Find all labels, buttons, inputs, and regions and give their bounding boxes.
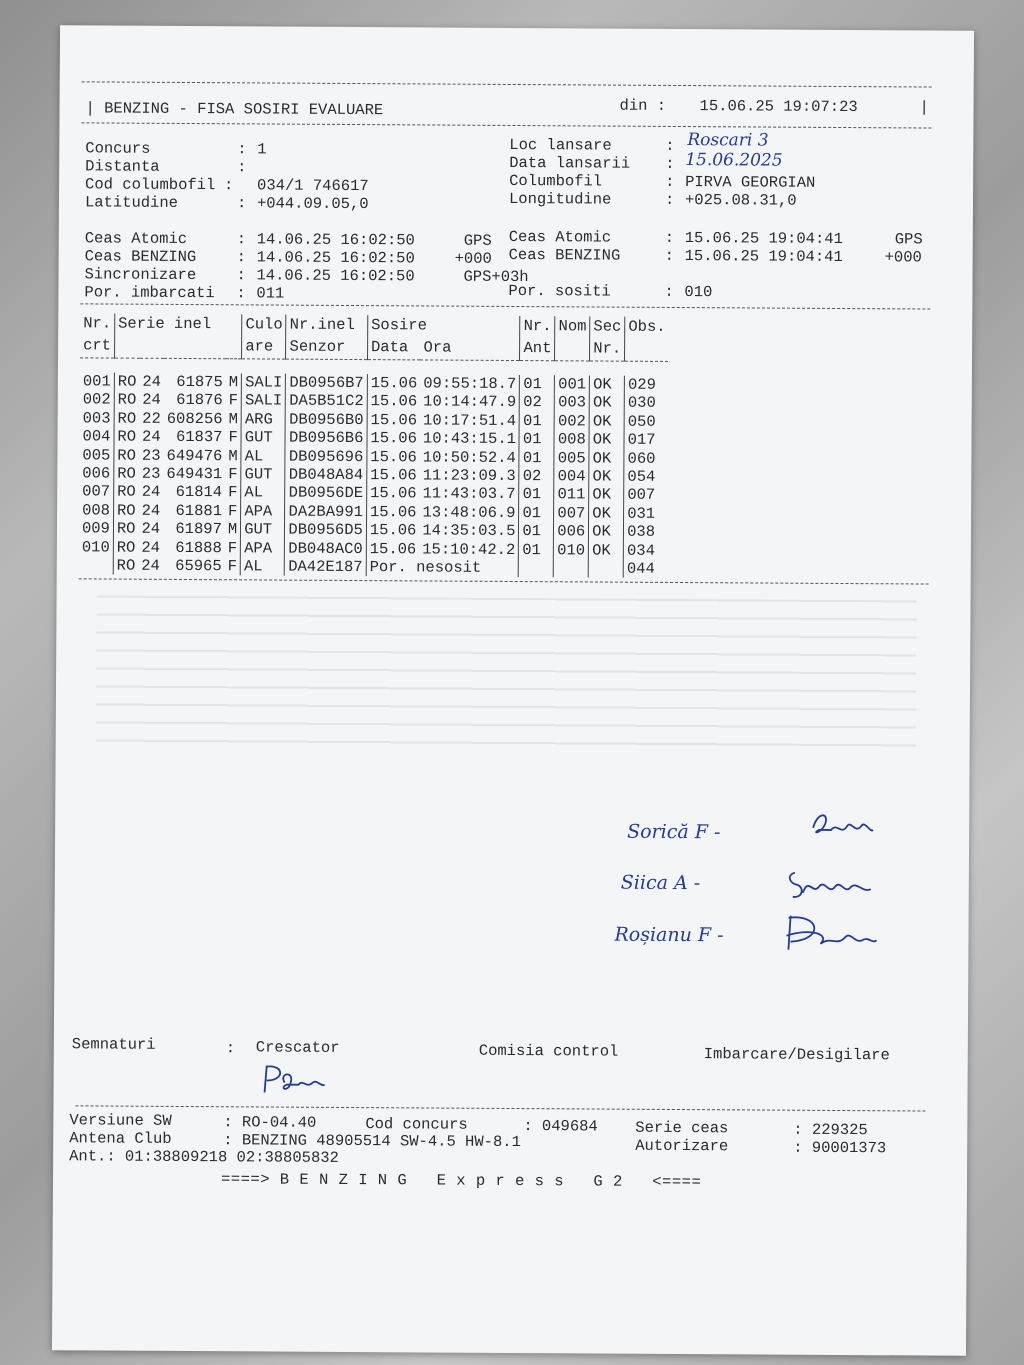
table-cell: 14:35:03.5 (419, 522, 519, 541)
col-header: are (242, 336, 286, 359)
table-cell: OK (589, 431, 624, 450)
serie-ceas-value: : 229325 (793, 1120, 868, 1140)
clock-sep: : (664, 228, 675, 247)
table-cell: 24 (141, 483, 161, 502)
table-cell: F (225, 428, 241, 446)
table-cell: 61876 (176, 391, 223, 410)
table-cell: 10:14:47.9 (420, 393, 520, 412)
info-label: Loc lansare (509, 135, 612, 155)
divider (79, 578, 929, 584)
table-cell: F (225, 465, 241, 483)
table-cell: 009 (79, 519, 114, 538)
table-cell: M (226, 373, 242, 391)
handwritten-note: Siica A - (620, 871, 701, 895)
table-cell: 61814 (175, 483, 223, 502)
clock-extra: +000 (454, 249, 492, 268)
clock-sep: : (236, 284, 246, 303)
versiune-value: : RO-04.40 (223, 1113, 317, 1132)
table-cell: 15.06 (370, 392, 418, 411)
table-cell: DB095696 (285, 447, 367, 466)
table-cell: AL (241, 447, 285, 466)
crescator-signature (259, 1062, 329, 1098)
table-cell: 15.06 (370, 484, 417, 503)
table-cell: F (225, 502, 241, 520)
antena-label: Antena Club (69, 1129, 172, 1148)
report-title: | BENZING - FISA SOSIRI EVALUARE (85, 99, 384, 120)
info-sep: : (665, 172, 675, 191)
table-cell: DB048A84 (285, 466, 367, 485)
table-cell: OK (589, 467, 624, 486)
table-cell: DB0956B6 (285, 429, 367, 448)
table-cell: 006 (79, 464, 114, 483)
info-label: Concurs (85, 139, 151, 158)
versiune-label: Versiune SW (69, 1111, 172, 1130)
clock-label: Ceas BENZING (508, 245, 621, 265)
table-cell: 010 (554, 541, 589, 560)
table-cell: 11:43:03.7 (420, 485, 520, 504)
clock-label: Por. imbarcati (84, 283, 215, 303)
table-cell: 13:48:06.9 (419, 503, 519, 522)
table-cell: GUT (241, 520, 285, 539)
table-cell: ARG (241, 410, 285, 429)
table-cell: 001 (80, 372, 115, 391)
table-cell: SALI (241, 392, 285, 411)
table-cell: 15.06 (370, 410, 418, 430)
table-cell: 004 (554, 467, 589, 486)
clock-value: 011 (256, 284, 285, 303)
table-cell (519, 559, 554, 578)
table-cell: 006 (554, 522, 589, 541)
table-body (79, 358, 669, 578)
table-cell: 61881 (175, 501, 223, 520)
col-header: Nr. (590, 338, 625, 361)
table-cell: RO (117, 482, 136, 502)
crescator-label: Crescator (255, 1038, 340, 1057)
table-cell: DA42E187 (285, 558, 367, 577)
info-value: +044.09.05,0 (256, 194, 369, 214)
table-cell: 10:50:52.4 (420, 448, 520, 467)
clock-extra: GPS+03h (463, 267, 529, 287)
brand-line: ====> B E N Z I N G E x p r e s s G 2 <==== (220, 1170, 702, 1192)
table-cell: 008 (79, 501, 114, 520)
clock-sep: : (664, 282, 674, 301)
table-cell: 15.06 (370, 466, 417, 485)
table-cell: 034 (626, 541, 655, 560)
col-header (114, 336, 241, 359)
info-value: 1 (257, 140, 267, 159)
table-cell: DB048AC0 (285, 539, 367, 558)
table-cell: 15.06 (370, 429, 417, 448)
table-cell: DB0956D5 (285, 521, 367, 540)
table-cell: 007 (627, 486, 656, 505)
table-cell: 01 (520, 375, 555, 394)
table-cell: 24 (141, 538, 161, 557)
info-value: +025.08.31,0 (684, 191, 797, 210)
table-cell: 02 (519, 467, 554, 486)
table-cell: DB0956DE (285, 484, 367, 503)
table-cell: AL (240, 557, 284, 576)
table-cell: RO (116, 538, 136, 557)
table-cell: 01 (519, 430, 554, 449)
signatures-sep: : (225, 1039, 236, 1058)
comisia-label: Comisia control (478, 1041, 619, 1061)
clock-value: 14.06.25 16:02:50 (256, 266, 415, 286)
clock-label: Por. sositi (508, 281, 611, 301)
table-cell: RO (116, 501, 136, 520)
clock-value: 14.06.25 16:02:50 (256, 248, 415, 268)
table-cell: 24 (142, 427, 161, 447)
clock-label: Ceas Atomic (508, 227, 612, 247)
table-cell: 030 (627, 394, 656, 413)
signature-mark (785, 865, 875, 906)
clock-label: Ceas BENZING (84, 247, 197, 267)
col-header: Obs. (628, 317, 666, 336)
table-cell: 24 (141, 556, 160, 575)
table-cell: RO (116, 556, 136, 575)
table-cell: 10:43:15.1 (420, 430, 520, 449)
launch-date-handwritten: 15.06.2025 (685, 150, 783, 171)
autorizare-value: : 90001373 (793, 1138, 887, 1158)
info-label: Columbofil (509, 171, 603, 191)
table-cell: 001 (555, 375, 590, 394)
table-cell: 050 (627, 412, 656, 431)
show-through-text (96, 595, 917, 750)
table-cell: 24 (142, 372, 162, 391)
table-cell: 61837 (175, 428, 223, 447)
table-cell: RO (117, 409, 137, 428)
table-cell: 11:23:09.3 (420, 466, 520, 485)
info-sep: : (224, 176, 234, 195)
info-label: Data lansarii (509, 153, 631, 173)
table-cell: 24 (141, 501, 161, 520)
table-cell: 008 (554, 430, 589, 449)
table-cell: RO (117, 372, 137, 391)
table-cell: OK (590, 375, 625, 394)
table-cell: M (226, 410, 242, 428)
serie-ceas-label: Serie ceas (635, 1118, 729, 1138)
table-cell: OK (589, 541, 624, 560)
table-cell: OK (589, 394, 624, 413)
table-cell: 010 (79, 538, 114, 557)
table-cell: M (225, 520, 241, 538)
antenna-ids: Ant.: 01:38809218 02:38805832 (69, 1147, 339, 1167)
cod-concurs-value: : 049684 (523, 1117, 598, 1136)
info-label: Distanta (85, 157, 160, 176)
table-cell: 017 (627, 430, 656, 450)
clock-sep: : (236, 230, 247, 249)
info-sep: : (665, 154, 675, 173)
table-cell: 007 (554, 504, 589, 523)
table-cell: F (226, 392, 242, 410)
table-cell: 15.06 (370, 447, 417, 466)
clock-label: Ceas Atomic (84, 229, 188, 249)
signature-mark (807, 808, 877, 848)
table-cell: 007 (79, 483, 114, 502)
table-cell: F (225, 539, 241, 557)
table-cell: F (225, 557, 241, 575)
table-cell: RO (116, 519, 136, 538)
header-border: | (919, 98, 929, 117)
table-row (79, 556, 667, 578)
table-cell: 004 (79, 428, 114, 447)
clock-extra: +000 (884, 248, 922, 267)
table-cell: 044 (626, 559, 655, 578)
divider (81, 122, 931, 128)
clock-value: 010 (684, 283, 713, 302)
info-sep: : (664, 190, 675, 209)
col-header: crt (80, 335, 115, 358)
printout-sheet (52, 25, 974, 1356)
info-sep: : (236, 194, 247, 213)
signatures-label: Semnaturi (71, 1035, 156, 1054)
table-cell: 608256 (166, 409, 223, 429)
clock-value: 15.06.25 19:04:41 (684, 247, 843, 267)
table-cell: 031 (627, 504, 656, 523)
clock-extra: GPS (894, 230, 923, 249)
table-cell: 23 (141, 446, 161, 465)
table-cell: 005 (79, 446, 114, 465)
col-header: Serie inel (115, 314, 242, 337)
table-cell: F (225, 484, 241, 502)
table-cell: 24 (142, 391, 161, 410)
col-header: Nom (555, 316, 590, 338)
table-cell: RO (117, 390, 137, 410)
antena-value: : BENZING 48905514 SW-4.5 HW-8.1 (223, 1131, 521, 1152)
clock-value: 14.06.25 16:02:50 (256, 230, 415, 250)
divider (82, 81, 932, 87)
col-header: Senzor (286, 337, 368, 360)
col-header (555, 338, 590, 361)
report-date: 15.06.25 19:07:23 (699, 97, 858, 117)
signature-mark (780, 910, 880, 957)
info-label: Cod columbofil (85, 175, 216, 195)
divider (75, 1105, 925, 1111)
table-cell: 054 (627, 467, 656, 486)
table-cell: 15.06 (369, 521, 417, 540)
col-header: Sec (590, 316, 625, 338)
table-cell: 01 (519, 449, 554, 468)
table-cell: 01 (519, 541, 554, 560)
table-cell: 02 (520, 393, 555, 412)
table-cell: 649476 (166, 446, 223, 465)
table-cell: 61888 (175, 538, 222, 557)
table-cell: 002 (554, 412, 589, 431)
table-cell: 038 (627, 522, 656, 541)
table-cell: DA5B51C2 (286, 392, 368, 411)
table-cell: 65965 (175, 556, 222, 576)
table-cell: OK (589, 412, 624, 431)
clock-label: Sincronizare (84, 265, 197, 285)
divider (80, 303, 930, 309)
autorizare-label: Autorizare (635, 1136, 729, 1156)
table-cell: OK (589, 504, 624, 523)
table-cell: OK (589, 523, 624, 542)
table-cell: DB0956B7 (286, 374, 368, 393)
table-cell: 01 (520, 412, 555, 431)
table-cell: 649431 (166, 464, 223, 484)
handwritten-note: Roșianu F - (614, 923, 724, 947)
table-cell: 15:10:42.2 (419, 540, 519, 559)
table-cell: 15.06 (370, 374, 418, 393)
info-sep: : (665, 136, 675, 155)
info-sep: : (237, 140, 247, 159)
launch-place-handwritten: Roscari 3 (687, 130, 769, 151)
clock-extra: GPS (463, 231, 492, 250)
clock-sep: : (664, 246, 675, 265)
clock-sep: : (236, 248, 247, 267)
table-cell: 23 (141, 464, 161, 483)
table-cell: M (225, 447, 241, 465)
table-cell (79, 556, 114, 575)
table-cell: 003 (80, 409, 115, 428)
table-cell: 61897 (175, 520, 222, 539)
col-header: Culo (242, 314, 286, 336)
table-cell: 15.06 (369, 502, 417, 522)
col-header: Nr. (80, 313, 115, 335)
table-cell: 15.06 (369, 539, 417, 558)
arrivals-table (79, 313, 669, 578)
info-sep: : (237, 158, 247, 177)
table-cell: GUT (241, 429, 285, 448)
table-cell: 10:17:51.4 (420, 411, 520, 430)
table-cell: 003 (555, 394, 590, 413)
table-cell (554, 559, 589, 578)
table-cell: 61875 (176, 372, 223, 392)
table-cell: 22 (142, 409, 161, 428)
table-cell: SALI (242, 373, 286, 392)
table-cell: 01 (519, 485, 554, 504)
table-cell: RO (117, 446, 137, 465)
col-header: Ant (520, 338, 555, 361)
info-value: PIRVA GEORGIAN (685, 173, 816, 192)
table-cell: DA2BA991 (285, 502, 367, 521)
col-header: Sosire (368, 315, 521, 338)
table-cell: 01 (519, 522, 554, 541)
table-cell: 09:55:18.7 (420, 374, 520, 393)
table-cell: 029 (627, 375, 656, 394)
table-cell: 01 (519, 504, 554, 523)
table-cell: DB0956B0 (286, 410, 368, 429)
info-value: 034/1 746617 (257, 176, 369, 196)
table-cell: 011 (554, 486, 589, 505)
col-header (625, 339, 669, 362)
table-cell: Por. nesosit (366, 558, 519, 577)
handwritten-note: Sorică F - (627, 820, 721, 844)
table-cell (588, 559, 623, 578)
col-header: Nr.inel (286, 315, 368, 337)
table-cell: OK (589, 486, 624, 505)
table-cell: 005 (554, 449, 589, 468)
col-header: Ora (420, 337, 520, 360)
table-cell: AL (241, 484, 285, 503)
table-cell: RO (117, 464, 136, 483)
cod-concurs-label: Cod concurs (365, 1115, 468, 1134)
table-cell: APA (241, 502, 285, 521)
info-label: Latitudine (84, 193, 179, 212)
clock-value: 15.06.25 19:04:41 (684, 229, 843, 249)
table-cell: OK (589, 449, 624, 468)
col-header: Nr. (520, 316, 555, 338)
imbarcare-label: Imbarcare/Desigilare (703, 1045, 890, 1065)
table-cell: 002 (80, 391, 115, 410)
report-date-label: din : (619, 96, 667, 115)
table-cell: APA (241, 539, 285, 558)
table-cell: RO (117, 427, 137, 446)
info-label: Longitudine (508, 189, 612, 209)
table-cell: 060 (627, 449, 656, 468)
clock-sep: : (236, 266, 246, 285)
table-cell: 24 (141, 519, 161, 538)
col-header: Data (370, 338, 409, 357)
table-cell: GUT (241, 465, 285, 484)
